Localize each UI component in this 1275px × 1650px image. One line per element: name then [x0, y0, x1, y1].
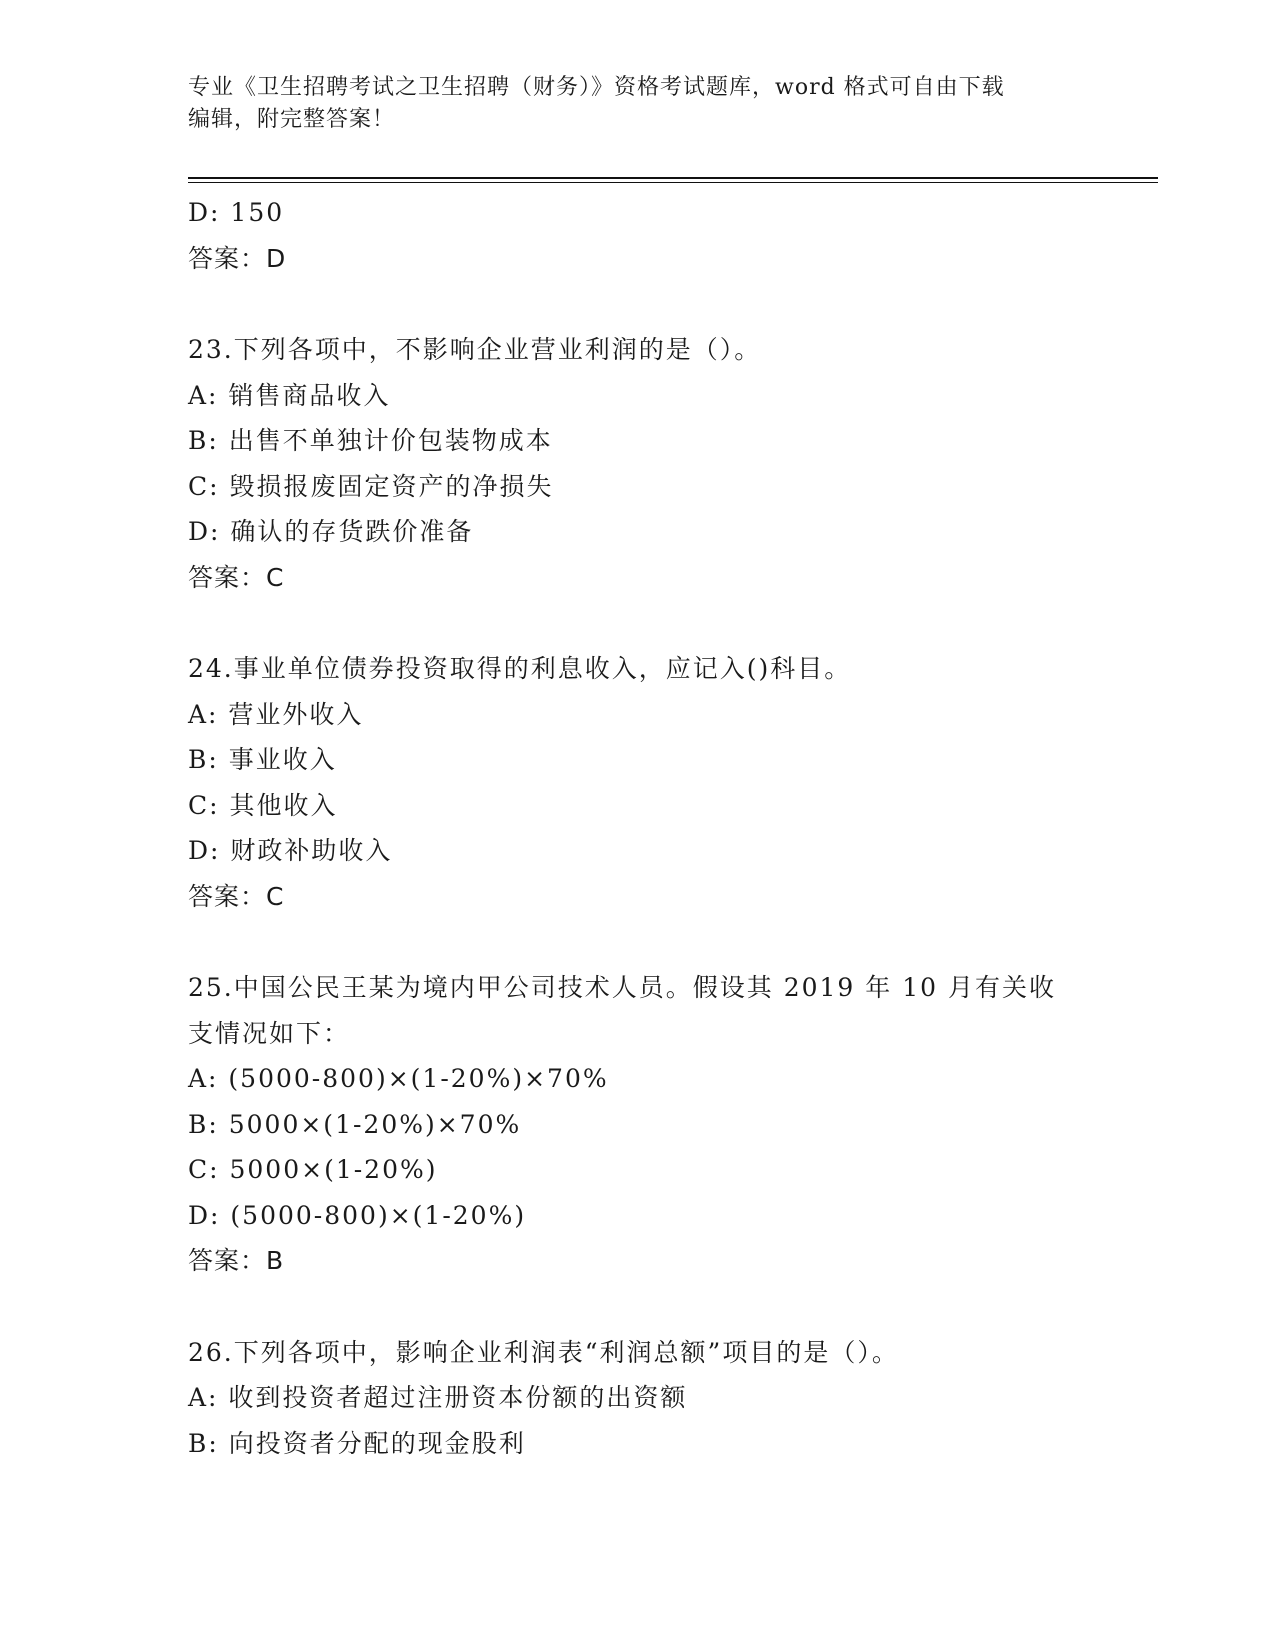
header-divider-thick	[188, 177, 1158, 179]
header-line-2: 编辑，附完整答案！	[188, 107, 396, 132]
header-divider-thin	[188, 182, 1158, 183]
q23-question: 23.下列各项中，不影响企业营业利润的是（）。	[188, 335, 762, 364]
q25-question-line-1: 25.中国公民王某为境内甲公司技术人员。假设其 2019 年 10 月有关收	[188, 973, 1056, 1002]
q24-option-d: D: 财政补助收入	[188, 836, 393, 865]
q24-option-c: C: 其他收入	[188, 790, 338, 820]
q26-question: 26.下列各项中，影响企业利润表“利润总额”项目的是（）。	[188, 1337, 899, 1367]
q24-option-b: B: 事业收入	[188, 745, 337, 774]
q23-option-a: A: 销售商品收入	[188, 380, 391, 410]
q24-option-a: A: 营业外收入	[188, 699, 364, 729]
document-header	[188, 72, 1088, 136]
q25-option-d: D: (5000-800)×(1-20%)	[188, 1200, 527, 1230]
q25-question-line-2: 支情况如下：	[188, 1018, 351, 1048]
q25-option-b: B: 5000×(1-20%)×70%	[188, 1109, 522, 1139]
prev-option-d: D: 150	[188, 198, 285, 227]
q25-answer: 答案：B	[188, 1246, 285, 1275]
question-list	[188, 190, 1148, 1466]
q23-option-d: D: 确认的存货跌价准备	[188, 517, 474, 546]
q25-option-c: C: 5000×(1-20%)	[188, 1155, 438, 1184]
q26-option-a: A: 收到投资者超过注册资本份额的出资额	[188, 1383, 688, 1412]
q23-option-b: B: 出售不单独计价包装物成本	[188, 426, 553, 455]
header-line-1: 专业《卫生招聘考试之卫生招聘（财务）》资格考试题库，word 格式可自由下载	[188, 75, 1005, 100]
q26-option-b: B: 向投资者分配的现金股利	[188, 1428, 526, 1458]
q24-answer: 答案：C	[188, 881, 285, 911]
q23-option-c: C: 毁损报废固定资产的净损失	[188, 471, 554, 501]
q23-answer: 答案：C	[188, 562, 285, 592]
prev-answer: 答案：D	[188, 243, 287, 273]
q24-question: 24.事业单位债券投资取得的利息收入，应记入()科目。	[188, 654, 852, 683]
q25-option-a: A: (5000-800)×(1-20%)×70%	[188, 1064, 609, 1093]
